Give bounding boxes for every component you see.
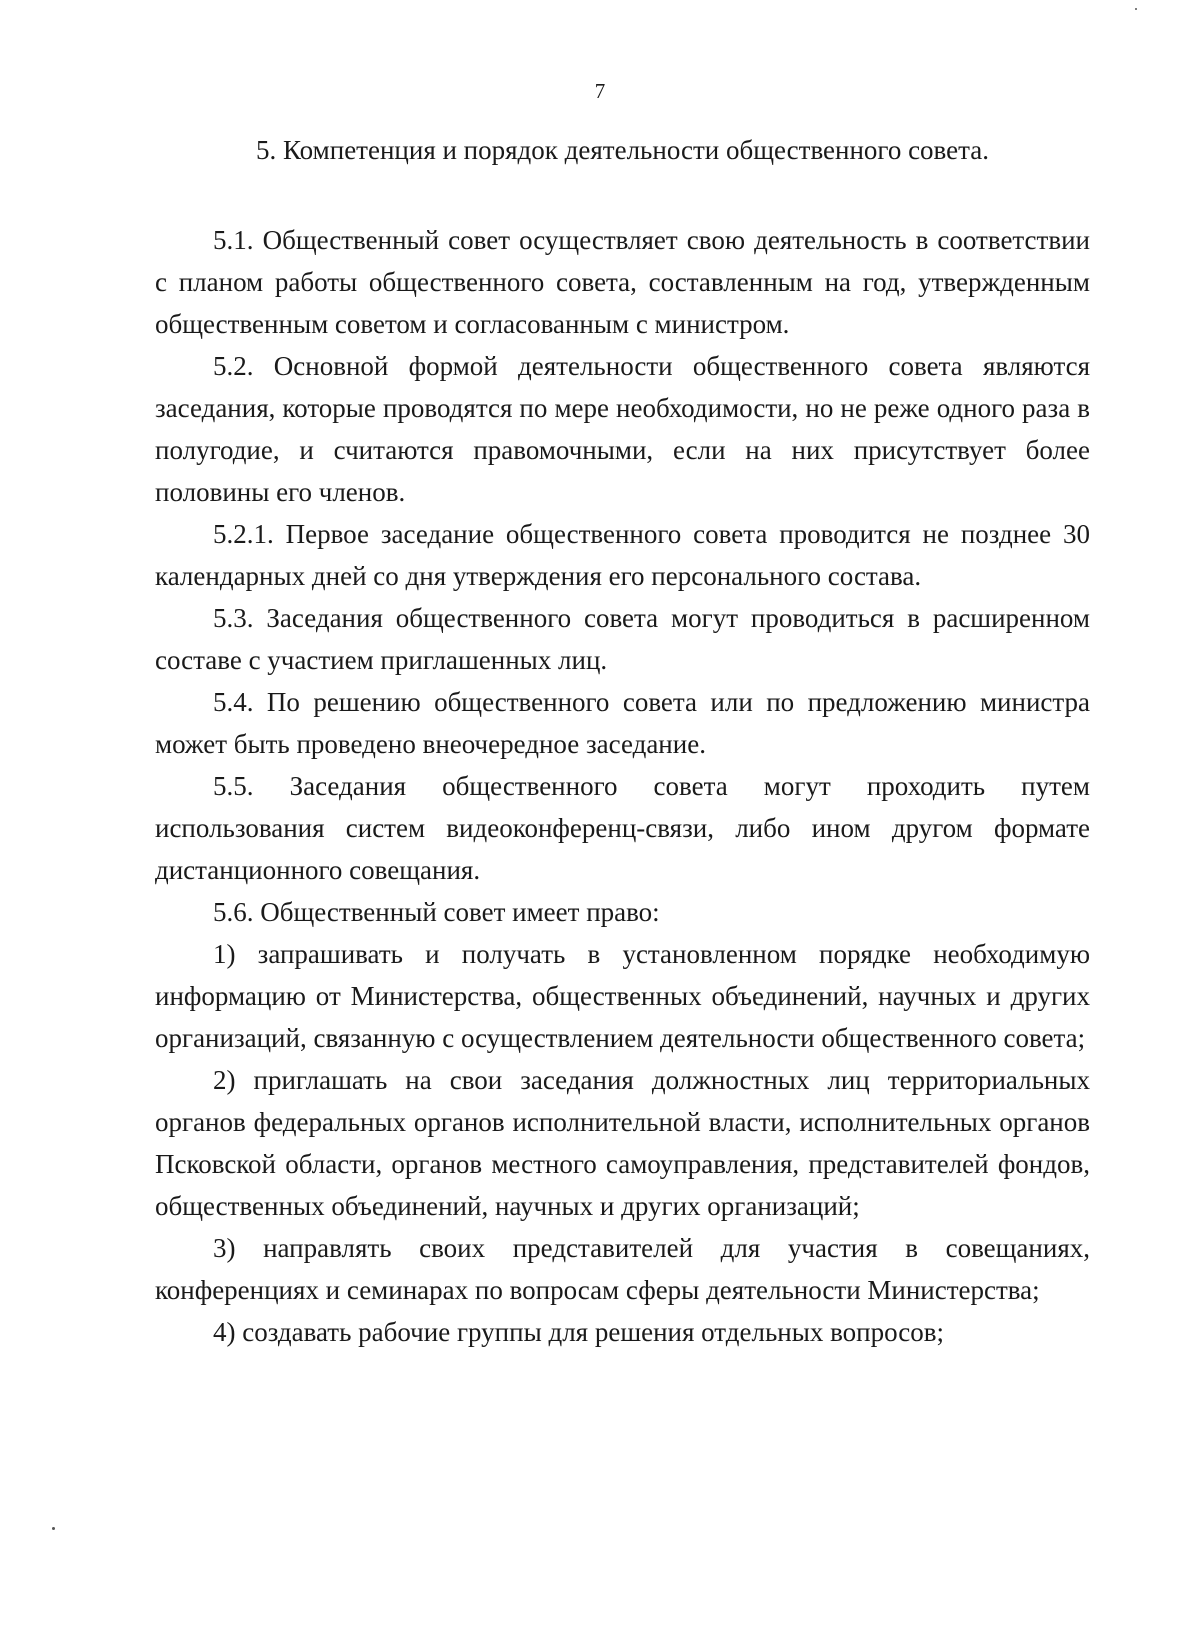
scan-speck — [52, 1527, 55, 1530]
paragraph-5-5: 5.5. Заседания общественного совета могут проходить путем использования систем видеоконференц-связи, либо ином другом формате дистанционного совещания. — [155, 771, 1090, 885]
scan-speck — [1135, 8, 1137, 10]
paragraph-5-4: 5.4. По решению общественного совета или по предложению министра может быть проведено внеочередное заседание. — [155, 687, 1090, 759]
list-item-3: 3) направлять своих представителей для участия в совещаниях, конференциях и семинарах по вопросам сферы деятельности Министерства; — [155, 1233, 1090, 1305]
list-item-2: 2) приглашать на свои заседания должностных лиц территориальных органов федеральных органов исполнительной власти, исполнительных органов Псковской области, органов местного самоуправления, представителей фондов, общественных объединений, научных и других организаций; — [155, 1065, 1090, 1221]
document-body — [155, 219, 1090, 1353]
list-item-1: 1) запрашивать и получать в установленном порядке необходимую информацию от Министерства, общественных объединений, научных и других организаций, связанную с осуществлением деятельности общественного совета; — [155, 939, 1090, 1053]
paragraph-5-6: 5.6. Общественный совет имеет право: — [213, 897, 660, 927]
paragraph-5-3: 5.3. Заседания общественного совета могут проводиться в расширенном составе с участием приглашенных лиц. — [155, 603, 1090, 675]
page-number: 7 — [594, 79, 606, 103]
list-item-4: 4) создавать рабочие группы для решения отдельных вопросов; — [213, 1317, 945, 1347]
section-title: 5. Компетенция и порядок деятельности общественного совета. — [256, 135, 989, 165]
paragraph-5-2: 5.2. Основной формой деятельности общественного совета являются заседания, которые проводятся по мере необходимости, но не реже одного раза в полугодие, и считаются правомочными, если на них присутствует более половины его членов. — [155, 351, 1090, 507]
paragraph-5-2-1: 5.2.1. Первое заседание общественного совета проводится не позднее 30 календарных дней со дня утверждения его персонального состава. — [155, 519, 1090, 591]
paragraph-5-1: 5.1. Общественный совет осуществляет свою деятельность в соответствии с планом работы общественного совета, составленным на год, утвержденным общественным советом и согласованным с министром. — [155, 225, 1090, 339]
